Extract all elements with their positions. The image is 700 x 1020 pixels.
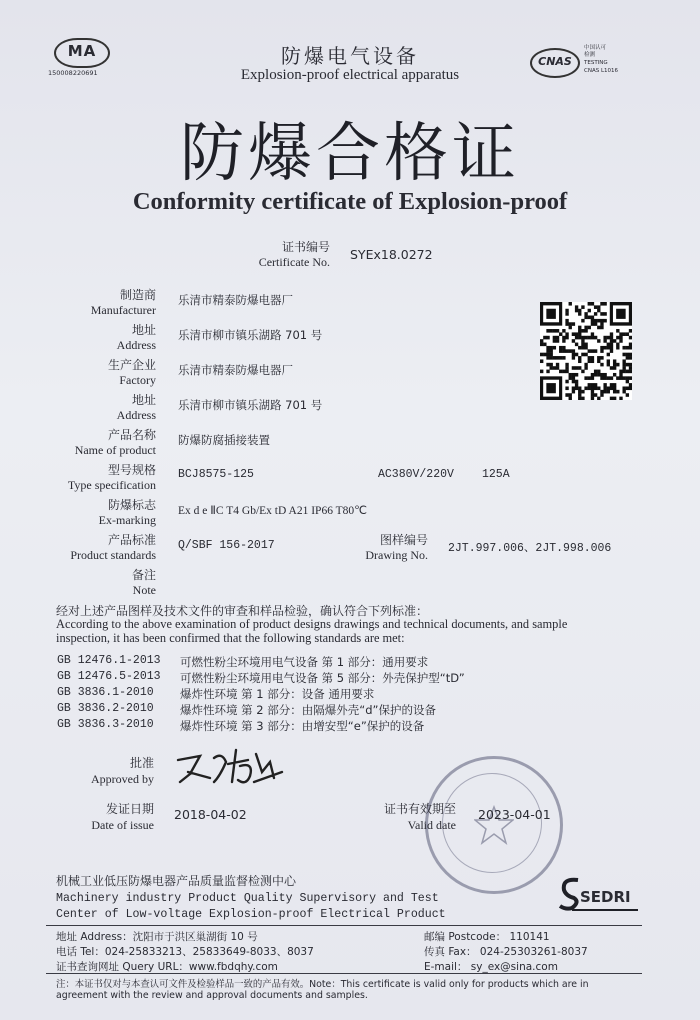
approved-by-label-cn: 批准 <box>129 756 154 770</box>
type-spec-label-en: Type specification <box>67 478 156 492</box>
note-label-cn: 备注 <box>131 568 156 582</box>
type-model-value: BCJ8575-125 <box>178 468 254 481</box>
divider <box>46 925 642 926</box>
standard-desc: 爆炸性环境 第 2 部分：由隔爆外壳“d”保护的设备 <box>180 703 436 717</box>
product-name-label <box>6 426 156 458</box>
standard-desc: 爆炸性环境 第 3 部分：由增安型“e”保护的设备 <box>180 719 425 733</box>
contact-postcode: 邮编 Postcode： 110141 <box>424 931 550 943</box>
ex-marking-label-en: Ex-marking <box>98 513 156 527</box>
cnas-line: TESTING <box>584 60 608 66</box>
contact-tel: 电话 Tel：024-25833213、25833649-8033、8037 <box>56 946 314 958</box>
cnas-logo-text: CNAS <box>538 55 572 68</box>
date-of-issue-label-en: Date of issue <box>91 818 154 832</box>
approved-by-label <box>4 754 154 788</box>
ex-marking-value: Ex d e ⅡC T4 Gb/Ex tD A21 IP66 T80℃ <box>178 505 368 517</box>
drawing-no-label <box>278 531 428 563</box>
standard-code: GB 3836.2-2010 <box>57 702 154 715</box>
standard-desc: 可燃性粉尘环境用电气设备 第 5 部分：外壳保护型“tD” <box>180 671 465 685</box>
cnas-logo <box>530 48 580 78</box>
note-label-en: Note <box>132 583 156 597</box>
factory-label-cn: 生产企业 <box>107 358 156 372</box>
type-spec-label-cn: 型号规格 <box>107 463 156 477</box>
valid-date-label <box>306 800 456 833</box>
product-standards-label-cn: 产品标准 <box>107 533 156 547</box>
certificate-title-cn: 防爆合格证 <box>180 117 520 191</box>
manufacturer-address-value: 乐清市柳市镇乐湖路 701 号 <box>178 328 323 342</box>
header-title-en: Explosion-proof electrical apparatus <box>240 67 460 83</box>
approver-signature <box>170 742 290 792</box>
manufacturer-value: 乐清市精泰防爆电器厂 <box>178 293 293 307</box>
drawing-no-value: 2JT.997.006、2JT.998.006 <box>448 542 612 555</box>
address-label-en: Address <box>116 408 156 422</box>
factory-address-value: 乐清市柳市镇乐湖路 701 号 <box>178 398 323 412</box>
issuer-name-en-line2: Center of Low-voltage Explosion-proof Electrical Product <box>56 908 446 921</box>
note-label <box>6 566 156 598</box>
standard-code: GB 3836.1-2010 <box>57 686 154 699</box>
product-standards-label <box>6 531 156 563</box>
product-standards-value: Q/SBF 156-2017 <box>178 539 275 552</box>
date-of-issue-label <box>4 800 154 833</box>
issuer-name-en-line1: Machinery industry Product Quality Supervisory and Test <box>56 892 439 905</box>
valid-date-value: 2023-04-01 <box>478 807 551 822</box>
product-standards-label-en: Product standards <box>70 548 156 562</box>
footnote-line2: agreement with the review and approval documents and samples. <box>56 990 368 1001</box>
product-name-label-en: Name of product <box>74 443 156 457</box>
issuer-name-cn: 机械工业低压防爆电器产品质量监督检测中心 <box>56 874 297 888</box>
cnas-line: 中国认可 <box>584 45 607 51</box>
contact-fax: 传真 Fax： 024-25303261-8037 <box>424 946 588 958</box>
factory-label-en: Factory <box>119 373 156 387</box>
sedri-s-icon <box>558 876 582 912</box>
manufacturer-address-label <box>6 321 156 353</box>
standard-desc: 爆炸性环境 第 1 部分：设备 通用要求 <box>180 687 375 701</box>
factory-value: 乐清市精泰防爆电器厂 <box>178 363 293 377</box>
type-voltage-value: AC380V/220V <box>378 468 454 481</box>
valid-date-label-cn: 证书有效期至 <box>383 802 456 816</box>
statement-en-line2: inspection, it has been confirmed that the following standards are met: <box>56 631 405 645</box>
certificate-no-label-en: Certificate No. <box>258 255 330 269</box>
address-label-cn: 地址 <box>131 393 156 407</box>
contact-email: E-mail： sy_ex@sina.com <box>424 961 558 973</box>
drawing-no-label-cn: 图样编号 <box>379 533 428 547</box>
certificate-no-value: SYEx18.0272 <box>350 247 433 262</box>
ex-marking-label <box>6 496 156 528</box>
cma-number: 150008220691 <box>48 69 98 77</box>
sedri-underline <box>572 909 638 911</box>
valid-date-label-en: Valid date <box>407 818 456 832</box>
footnote-line1: 注：本证书仅对与本查认可文件及检验样品一致的产品有效。Note：This certificate is valid only for products which are in <box>56 979 589 990</box>
certificate-title-en: Conformity certificate of Explosion-proof <box>132 188 568 215</box>
standard-code: GB 3836.3-2010 <box>57 718 154 731</box>
contact-address: 地址 Address：沈阳市于洪区巢湖街 10 号 <box>56 931 258 943</box>
factory-address-label <box>6 391 156 423</box>
certificate-no-label-cn: 证书编号 <box>281 240 330 254</box>
statement-en-line1: According to the above examination of product designs drawings and technical documents, and sample <box>56 617 568 631</box>
qr-code <box>540 302 632 400</box>
manufacturer-label <box>6 286 156 318</box>
drawing-no-label-en: Drawing No. <box>365 548 428 562</box>
sedri-logo-text: SEDRI <box>580 888 631 906</box>
ex-marking-label-cn: 防爆标志 <box>107 498 156 512</box>
header-title-cn: 防爆电气设备 <box>281 44 419 68</box>
cma-logo-text: MA <box>67 42 97 60</box>
contact-query-url: 证书查询网址 Query URL：www.fbdqhy.com <box>56 961 278 973</box>
sedri-logo <box>558 876 638 912</box>
date-of-issue-label-cn: 发证日期 <box>105 802 154 816</box>
address-label-cn: 地址 <box>131 323 156 337</box>
product-name-value: 防爆防腐插接装置 <box>178 433 270 447</box>
standard-code: GB 12476.5-2013 <box>57 670 161 683</box>
standard-code: GB 12476.1-2013 <box>57 654 161 667</box>
standard-desc: 可燃性粉尘环境用电气设备 第 1 部分：通用要求 <box>180 655 429 669</box>
date-of-issue-value: 2018-04-02 <box>174 807 247 822</box>
type-spec-label <box>6 461 156 493</box>
manufacturer-label-en: Manufacturer <box>90 303 156 317</box>
type-current-value: 125A <box>482 468 510 481</box>
factory-label <box>6 356 156 388</box>
approved-by-label-en: Approved by <box>91 772 154 786</box>
statement-cn: 经对上述产品图样及技术文件的审查和样品检验，确认符合下列标准： <box>56 604 429 618</box>
manufacturer-label-cn: 制造商 <box>119 288 156 302</box>
product-name-label-cn: 产品名称 <box>107 428 156 442</box>
qr-code-graphic <box>540 302 632 400</box>
divider <box>46 973 642 974</box>
cnas-line: CNAS L1016 <box>584 68 619 74</box>
cnas-line: 检测 <box>584 52 596 58</box>
certificate-no-label <box>180 238 330 270</box>
address-label-en: Address <box>116 338 156 352</box>
